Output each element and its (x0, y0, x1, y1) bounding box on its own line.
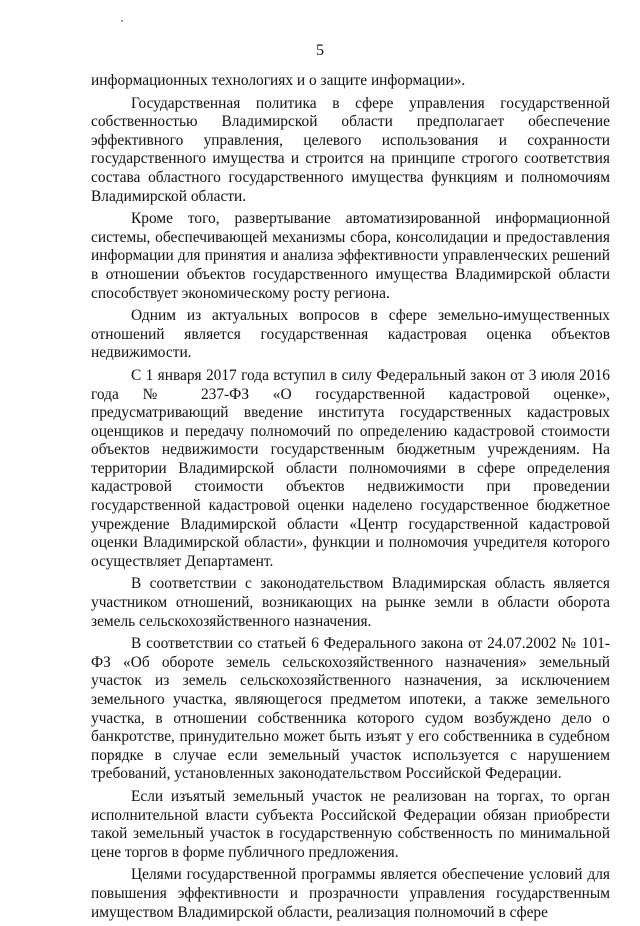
paragraph-cadastral-valuation: Одним из актуальных вопросов в сфере земельно-имущественных отношений является государственная кадастровая оценка объектов недвижимости. (91, 307, 610, 362)
paragraph-land-market: В соответствии с законодательством Владимирская область является участником отношений, возникающих на рынке земли в области оборота земель сельскохозяйственного назначения. (91, 575, 610, 630)
paragraph-information-system: Кроме того, развертывание автоматизированной информационной системы, обеспечивающей механизмы сбора, консолидации и предоставления информации для принятия и анализа эффективности управленческих решений в отношении объектов государственного имущества Владимирской области способствует экономическому росту региона. (91, 210, 610, 302)
paragraph-federal-law-237: С 1 января 2017 года вступил в силу Федеральный закон от 3 июля 2016 года № 237-ФЗ «О государственной кадастровой оценке», предусматривающий введение института государственных кадастровых оценщиков и передачу полномочий по определению кадастровой стоимости объектов недвижимости государственным бюджетным учреждениям. На территории Владимирской области полномочиями в сфере определения кадастровой стоимости объектов недвижимости при проведении государственной кадастровой оценки наделено государственное бюджетное учреждение Владимирской области «Центр государственной кадастровой оценки Владимирской области», функции и полномочия учредителя которого осуществляет Департамент. (91, 366, 610, 570)
document-body (91, 72, 610, 926)
paragraph-state-policy: Государственная политика в сфере управления государственной собственностью Владимирской области предполагает обеспечение эффективного управления, целевого использования и сохранности государственного имущества и строится на принципе строгого соответствия состава областного государственного имущества функциям и полномочиям Владимирской области. (91, 94, 610, 205)
paragraph-program-goals: Целями государственной программы является обеспечение условий для повышения эффективности и прозрачности управления государственным имуществом Владимирской области, реализация полномочий в сфере (91, 866, 610, 921)
page-number: 5 (316, 42, 324, 59)
paragraph-auction: Если изъятый земельный участок не реализован на торгах, то орган исполнительной власти субъекта Российской Федерации обязан приобрести такой земельный участок в государственную собственность по минимальной цене торгов в форме публичного предложения. (91, 787, 610, 861)
paragraph-continuation: информационных технологиях и о защите информации». (91, 72, 466, 89)
scan-speck (121, 20, 123, 22)
paragraph-federal-law-101: В соответствии со статьей 6 Федерального закона от 24.07.2002 № 101-ФЗ «Об обороте земель сельскохозяйственного назначения» земельный участок из земель сельскохозяйственного назначения, за исключением земельного участка, являющегося предметом ипотеки, а также земельного участка, в отношении собственника которого судом возбуждено дело о банкротстве, принудительно может быть изъят у его собственника в судебном порядке в случае если земельный участок используется с нарушением требований, установленных законодательством Российской Федерации. (91, 635, 610, 783)
